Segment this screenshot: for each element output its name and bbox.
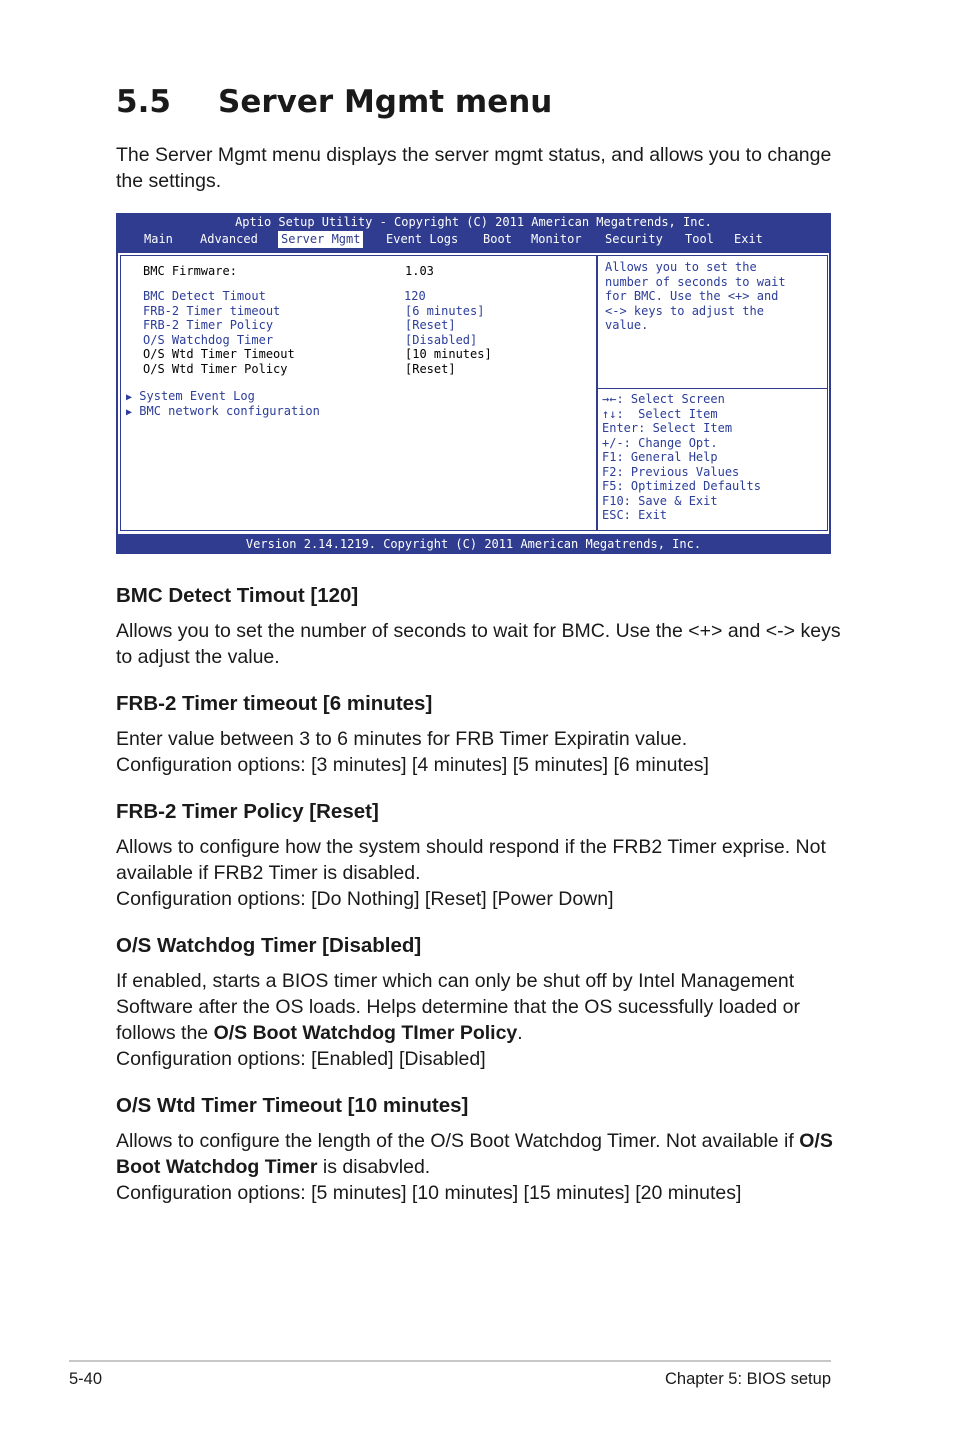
bios-value-frb2-timer-timeout[interactable]: [6 minutes]: [405, 303, 485, 318]
tab-server-mgmt[interactable]: Server Mgmt: [278, 231, 363, 248]
key-legend-line: F5: Optimized Defaults: [602, 479, 761, 493]
bios-item-os-wtd-timer-timeout: O/S Wtd Timer Timeout: [143, 347, 295, 361]
key-legend-line: ESC: Exit: [602, 508, 668, 522]
bios-item-frb2-timer-timeout[interactable]: FRB-2 Timer timeout: [143, 303, 281, 318]
bios-value-bmc-detect-timout[interactable]: 120: [404, 289, 426, 303]
key-legend-line: F10: Save & Exit: [602, 493, 718, 508]
config-options: Configuration options: [5 minutes] [10 minutes] [15 minutes] [20 minutes]: [116, 1182, 742, 1204]
config-options: Configuration options: [3 minutes] [4 minutes] [5 minutes] [6 minutes]: [116, 754, 709, 776]
page-title: [116, 84, 552, 120]
tab-boot[interactable]: Boot: [483, 232, 512, 246]
section-body-os-wtd-timer-timeout: [116, 1128, 836, 1206]
section-title: Server Mgmt menu: [218, 84, 553, 120]
tab-event-logs[interactable]: Event Logs: [386, 232, 459, 246]
bios-item-frb2-timer-policy[interactable]: FRB-2 Timer Policy: [143, 318, 274, 332]
bios-item-os-wtd-timer-policy: O/S Wtd Timer Policy: [143, 361, 288, 376]
page-number: 5-40: [69, 1370, 103, 1388]
bios-version-bar: Version 2.14.1219. Copyright (C) 2011 American Megatrends, Inc.: [245, 537, 702, 551]
submenu-label: System Event Log: [139, 389, 255, 403]
section-heading-bmc-detect-timout: BMC Detect Timout [120]: [116, 584, 359, 607]
section-heading-frb2-timer-timeout: FRB-2 Timer timeout [6 minutes]: [116, 692, 433, 715]
bios-tab-bar: [116, 231, 831, 248]
section-heading-os-wtd-timer-timeout: O/S Wtd Timer Timeout [10 minutes]: [116, 1094, 469, 1117]
key-legend-line: F2: Previous Values: [602, 464, 740, 479]
footer-divider: [69, 1360, 831, 1362]
text-run: .: [517, 1022, 523, 1044]
bmc-firmware-value: 1.03: [405, 264, 434, 278]
help-line: value.: [605, 318, 649, 332]
chapter-label: Chapter 5: BIOS setup: [664, 1370, 831, 1388]
bios-item-bmc-detect-timout[interactable]: BMC Detect Timout: [143, 289, 266, 303]
section-body-frb2-timer-policy: [116, 834, 846, 912]
bios-value-frb2-timer-policy[interactable]: [Reset]: [405, 318, 456, 332]
section-paragraph: Allows to configure how the system should respond if the FRB2 Timer exprise. Not available if FRB2 Timer is disabled.: [116, 836, 826, 884]
bios-value-os-watchdog-timer[interactable]: [Disabled]: [405, 332, 478, 347]
bmc-firmware-label: BMC Firmware:: [143, 264, 237, 278]
section-heading-os-watchdog-timer: O/S Watchdog Timer [Disabled]: [116, 934, 422, 957]
help-line: <-> keys to adjust the: [605, 303, 764, 318]
section-paragraph: Enter value between 3 to 6 minutes for FRB Timer Expiratin value.: [116, 728, 688, 750]
section-paragraph: Allows you to set the number of seconds to wait for BMC. Use the <+> and <-> keys to adjust the value.: [116, 620, 841, 668]
section-body-bmc-detect-timout: [116, 618, 846, 670]
text-run: If enabled, starts a BIOS timer which can only be shut off by Intel Management Software after the OS loads. Helps determine that the OS sucessfully loaded or follows the: [116, 970, 800, 1044]
submenu-arrow-icon: ▶: [126, 392, 133, 403]
help-line: Allows you to set the: [605, 260, 757, 274]
tab-advanced[interactable]: Advanced: [200, 232, 258, 246]
config-options: Configuration options: [Enabled] [Disabled]: [116, 1048, 486, 1070]
bios-item-os-watchdog-timer[interactable]: O/S Watchdog Timer: [143, 332, 274, 347]
text-run: is disabvled.: [317, 1156, 431, 1178]
submenu-arrow-icon: ▶: [126, 406, 133, 418]
section-number: 5.5: [116, 84, 171, 120]
help-line: for BMC. Use the <+> and: [605, 289, 779, 303]
tab-monitor[interactable]: Monitor: [531, 232, 582, 246]
bios-value-os-wtd-timer-policy: [Reset]: [405, 361, 456, 376]
section-paragraph: [116, 968, 816, 1046]
section-body-frb2-timer-timeout: [116, 726, 846, 778]
section-body-os-watchdog-timer: [116, 968, 816, 1072]
key-legend-line: →←: Select Screen: [602, 392, 725, 406]
submenu-label: BMC network configuration: [139, 403, 320, 418]
key-legend-line: Enter: Select Item: [602, 421, 733, 435]
intro-paragraph: The Server Mgmt menu displays the server mgmt status, and allows you to change the settings.: [116, 144, 832, 192]
help-line: number of seconds to wait: [605, 274, 786, 289]
tab-exit[interactable]: Exit: [734, 232, 763, 246]
submenu-bmc-network-configuration[interactable]: [126, 404, 320, 421]
section-heading-frb2-timer-policy: FRB-2 Timer Policy [Reset]: [116, 800, 379, 823]
bios-value-os-wtd-timer-timeout: [10 minutes]: [405, 347, 492, 361]
bios-title-bar: Aptio Setup Utility - Copyright (C) 2011 American Megatrends, Inc.: [235, 215, 712, 229]
bios-screenshot: [116, 213, 831, 554]
key-legend-line: F1: General Help: [602, 450, 718, 464]
bios-main-panel: [118, 253, 829, 534]
bold-term: O/S Boot Watchdog TImer Policy: [213, 1022, 518, 1044]
tab-main[interactable]: Main: [144, 232, 173, 246]
key-legend-line: +/-: Change Opt.: [602, 435, 718, 450]
tab-security[interactable]: Security: [605, 232, 663, 246]
section-paragraph: [116, 1128, 836, 1180]
bold-term: O/S Boot Watchdog Timer: [116, 1130, 833, 1178]
config-options: Configuration options: [Do Nothing] [Reset] [Power Down]: [116, 888, 614, 910]
text-run: Allows to configure the length of the O/S Boot Watchdog Timer. Not available if: [116, 1130, 800, 1152]
tab-tool[interactable]: Tool: [685, 232, 714, 246]
key-legend-line: ↑↓: Select Item: [602, 406, 718, 421]
